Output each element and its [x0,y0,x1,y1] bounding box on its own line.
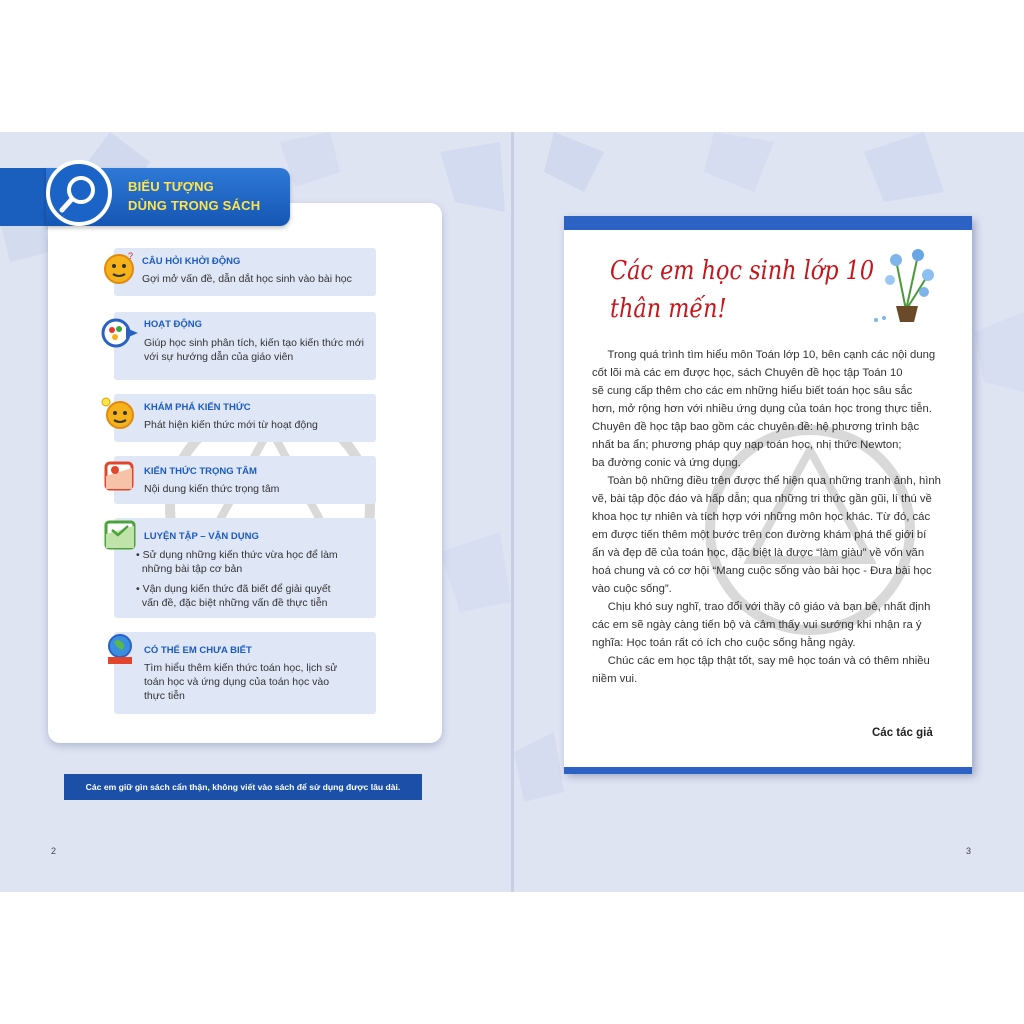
legend-item-text: Giúp học sinh phân tích, kiến tạo kiến thức mới [144,337,364,349]
letter-body-line: khoa học tự nhiên và tích hợp với những môn học khác. Từ đó, các [592,511,931,523]
letter-body-line: ba đường conic và ứng dụng. [592,457,741,469]
question-face-icon [102,250,138,286]
legend-item-title: KHÁM PHÁ KIẾN THỨC [144,402,251,413]
letter-body-line: vào cuộc sống”. [592,583,672,595]
care-notice: Các em giữ gìn sách cẩn thận, không viết vào sách để sử dụng được lâu dài. [64,774,422,800]
legend-item-text: Tìm hiểu thêm kiến thức toán học, lịch sử [144,662,338,674]
globe-book-icon [102,632,138,668]
letter-body-line: Chuyên đề học tập bao gồm các chuyên đề: hệ phương trình bậc [592,421,920,433]
page-number-right: 3 [966,846,972,856]
letter-body-line: em được tiến thêm một bước trên con đường khám phá thế giới bí [592,529,927,541]
letter-body-line: nhất ba ẩn; phương pháp quy nạp toán học, nhị thức Newton; [592,439,902,451]
flower-pot-illustration [866,240,946,330]
letter-body-line: hoá chung và có cơ hội “Mang cuộc sống vào bài học - Đưa bài học [592,565,932,577]
letter-body-line: hơn, mở rộng hơn với nhiều ứng dụng của toán học trong thực tiễn. [592,403,932,415]
legend-item-text: Phát hiện kiến thức mới từ hoạt động [144,419,318,431]
page-number-left: 2 [51,846,57,856]
letter-top-border [564,216,972,230]
banner-title-line-1: BIỂU TƯỢNG [128,179,214,194]
legend-item-text: • Vận dụng kiến thức đã biết để giải quyết [136,583,331,595]
legend-item-text: • Sử dụng những kiến thức vừa học để làm [136,549,338,561]
legend-item-title: HOẠT ĐỘNG [144,319,203,330]
letter-body-line: Trong quá trình tìm hiểu môn Toán lớp 10, bên cạnh các nội dung [592,349,936,361]
legend-item-text: Gợi mở vấn đề, dẫn dắt học sinh vào bài học [142,273,352,285]
legend-item-text: thực tiễn [144,690,185,702]
letter-body-line: các em sẽ ngày càng tiến bộ và cảm thấy vui sướng khi nhận ra ý [592,619,922,631]
svg-text:?: ? [128,251,134,261]
letter-body-line: nghĩa: Học toán rất có ích cho cuộc sống hằng ngày. [592,637,856,649]
letter-body-line: niềm vui. [592,673,638,685]
legend-item-text: Nội dung kiến thức trọng tâm [144,483,280,495]
signature: Các tác giả [872,727,933,739]
letter-body-line: sẽ cung cấp thêm cho các em những hiểu biết toán học sâu sắc [592,385,913,397]
letter-body-line: vẽ, bài tập độc đáo và hấp dẫn; qua những tri thức gần gũi, lí thú về [592,493,932,505]
letter-heading-line-2: thân mến! [610,294,727,324]
letter-heading-line-1: Các em học sinh lớp 10 [610,256,875,286]
key-knowledge-icon [102,458,138,494]
banner-title-line-2: DÙNG TRONG SÁCH [128,198,261,213]
legend-item-text: với sự hướng dẫn của giáo viên [144,351,294,363]
legend-item-text: toán học và ứng dụng của toán học vào [144,676,330,688]
letter-body-line: Chịu khó suy nghĩ, trao đổi với thầy cô giáo và bạn bè, nhất định [592,601,931,613]
legend-item-text: vấn đề, đặc biệt những vấn đề thực tiễn [136,597,328,609]
legend-item-title: CÓ THỂ EM CHƯA BIẾT [144,645,252,656]
legend-item-text: những bài tập cơ bản [136,563,243,575]
activity-pencil-icon [100,316,136,352]
idea-face-icon [100,396,136,432]
legend-item-title: LUYỆN TẬP – VẬN DỤNG [144,531,259,542]
letter-body-line: ẩn và đẹp đẽ của toán học, đặc biệt là được “làm giàu” về vốn văn [592,547,925,559]
letter-bottom-border [564,767,972,774]
letter-body-line: Chúc các em học tập thật tốt, say mê học toán và có thêm nhiều [592,655,930,667]
legend-item-title: KIẾN THỨC TRỌNG TÂM [144,466,257,477]
legend-item-title: CÂU HỎI KHỞI ĐỘNG [142,256,241,267]
banner-title [128,177,260,215]
letter-body-line: Toàn bộ những điều trên được thể hiện qua những tranh ảnh, hình [592,475,941,487]
practice-folder-icon [102,518,138,554]
magnifier-icon [46,160,112,226]
letter-body-line: cốt lõi mà các em được học, sách Chuyên đề học tập Toán 10 [592,367,903,379]
